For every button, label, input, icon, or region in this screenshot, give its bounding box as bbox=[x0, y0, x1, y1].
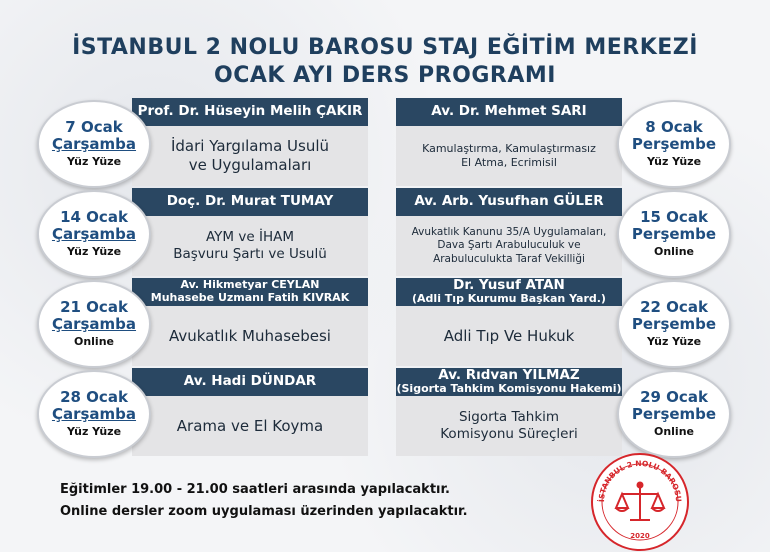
speaker-name: Av. Rıdvan YILMAZ bbox=[438, 366, 580, 383]
date-badge bbox=[37, 280, 151, 368]
topic-line: ve Uygulamaları bbox=[188, 156, 312, 174]
speaker-header bbox=[396, 368, 622, 396]
speaker-header bbox=[132, 278, 368, 306]
date-badge bbox=[37, 370, 151, 458]
speaker-name: Av. Hadi DÜNDAR bbox=[183, 373, 317, 390]
topic-box bbox=[132, 306, 368, 366]
topic-box bbox=[396, 396, 622, 456]
session-weekday: Perşembe bbox=[631, 225, 717, 244]
topic-box bbox=[396, 126, 622, 186]
topic-box bbox=[396, 216, 622, 276]
speaker-name: Dr. Yusuf ATAN bbox=[453, 276, 565, 293]
topic-box bbox=[132, 396, 368, 456]
session-weekday: Perşembe bbox=[631, 135, 717, 154]
session-card-22-ocak bbox=[396, 278, 727, 366]
session-date: 14 Ocak bbox=[60, 207, 128, 226]
session-card-21-ocak bbox=[37, 278, 368, 366]
session-weekday: Perşembe bbox=[631, 315, 717, 334]
session-date: 21 Ocak bbox=[60, 297, 128, 316]
logo-ring-text: İSTANBUL 2 NOLU BAROSU bbox=[596, 458, 684, 503]
session-weekday: Perşembe bbox=[631, 405, 717, 424]
date-badge bbox=[37, 100, 151, 188]
session-mode: Online bbox=[653, 425, 694, 439]
speaker-header bbox=[132, 188, 368, 216]
topic-line: Kamulaştırma, Kamulaştırmasız bbox=[422, 142, 596, 156]
session-mode: Yüz Yüze bbox=[66, 425, 122, 439]
topic-box bbox=[396, 306, 622, 366]
topic-line: Komisyonu Süreçleri bbox=[440, 426, 578, 442]
session-card-7-ocak bbox=[37, 98, 368, 186]
page-title: İSTANBUL 2 NOLU BAROSU STAJ EĞİTİM MERKEZİ bbox=[72, 35, 698, 60]
session-weekday: Çarşamba bbox=[51, 405, 137, 424]
speaker-header bbox=[132, 98, 368, 126]
topic-line: Dava Şartı Arabuluculuk ve bbox=[437, 239, 581, 252]
session-mode: Online bbox=[653, 245, 694, 259]
speaker-note: (Adli Tıp Kurumu Başkan Yard.) bbox=[412, 292, 606, 306]
logo-year: 2020 bbox=[630, 532, 650, 540]
date-badge bbox=[617, 370, 731, 458]
topic-line: Başvuru Şartı ve Usulü bbox=[173, 246, 327, 262]
session-weekday: Çarşamba bbox=[51, 315, 137, 334]
session-date: 22 Ocak bbox=[640, 297, 708, 316]
speaker-name: Av. Arb. Yusufhan GÜLER bbox=[414, 193, 604, 210]
session-card-8-ocak bbox=[396, 98, 727, 186]
session-date: 15 Ocak bbox=[640, 207, 708, 226]
session-card-29-ocak bbox=[396, 368, 727, 456]
session-mode: Yüz Yüze bbox=[66, 155, 122, 169]
speaker-note: (Sigorta Tahkim Komisyonu Hakemi) bbox=[396, 382, 622, 396]
speaker-name: Av. Dr. Mehmet SARI bbox=[431, 103, 587, 120]
topic-line: El Atma, Ecrimisil bbox=[461, 156, 557, 169]
topic-line: Sigorta Tahkim bbox=[458, 409, 560, 426]
session-date: 8 Ocak bbox=[645, 117, 703, 136]
page-subtitle: OCAK AYI DERS PROGRAMI bbox=[214, 63, 556, 88]
session-weekday: Çarşamba bbox=[51, 135, 137, 154]
speaker-header bbox=[396, 188, 622, 216]
speaker-name: Prof. Dr. Hüseyin Melih ÇAKIR bbox=[137, 103, 363, 120]
topic-line: Avukatlık Kanunu 35/A Uygulamaları, bbox=[411, 226, 607, 239]
session-mode: Yüz Yüze bbox=[646, 335, 702, 349]
session-card-15-ocak bbox=[396, 188, 727, 276]
topic-box bbox=[132, 216, 368, 276]
topic-line: Arama ve El Koyma bbox=[176, 416, 324, 435]
session-date: 28 Ocak bbox=[60, 387, 128, 406]
speaker-header bbox=[132, 368, 368, 396]
speaker-header bbox=[396, 98, 622, 126]
session-weekday: Çarşamba bbox=[51, 225, 137, 244]
topic-line: İdari Yargılama Usulü bbox=[170, 137, 330, 156]
session-mode: Online bbox=[73, 335, 114, 349]
speaker-name: Av. Hikmetyar CEYLAN bbox=[180, 278, 320, 292]
topic-line: Arabuluculukta Taraf Vekilliği bbox=[433, 252, 585, 265]
topic-box bbox=[132, 126, 368, 186]
date-badge bbox=[37, 190, 151, 278]
session-date: 7 Ocak bbox=[65, 117, 123, 136]
session-mode: Yüz Yüze bbox=[646, 155, 702, 169]
footer-hours-note: Eğitimler 19.00 - 21.00 saatleri arasında yapılacaktır. bbox=[60, 482, 450, 497]
speaker-name: Muhasebe Uzmanı Fatih KIVRAK bbox=[150, 291, 350, 304]
session-card-28-ocak bbox=[37, 368, 368, 456]
date-badge bbox=[617, 280, 731, 368]
session-date: 29 Ocak bbox=[640, 387, 708, 406]
speaker-header bbox=[396, 278, 622, 306]
session-card-14-ocak bbox=[37, 188, 368, 276]
date-badge bbox=[617, 100, 731, 188]
speaker-name: Doç. Dr. Murat TUMAY bbox=[166, 193, 334, 210]
topic-line: Adli Tıp Ve Hukuk bbox=[443, 326, 575, 345]
topic-line: AYM ve İHAM bbox=[206, 229, 294, 246]
bar-association-logo bbox=[590, 452, 690, 552]
footer-online-note: Online dersler zoom uygulaması üzerinden yapılacaktır. bbox=[60, 504, 468, 519]
date-badge bbox=[617, 190, 731, 278]
session-mode: Yüz Yüze bbox=[66, 245, 122, 259]
topic-line: Avukatlık Muhasebesi bbox=[169, 326, 331, 345]
